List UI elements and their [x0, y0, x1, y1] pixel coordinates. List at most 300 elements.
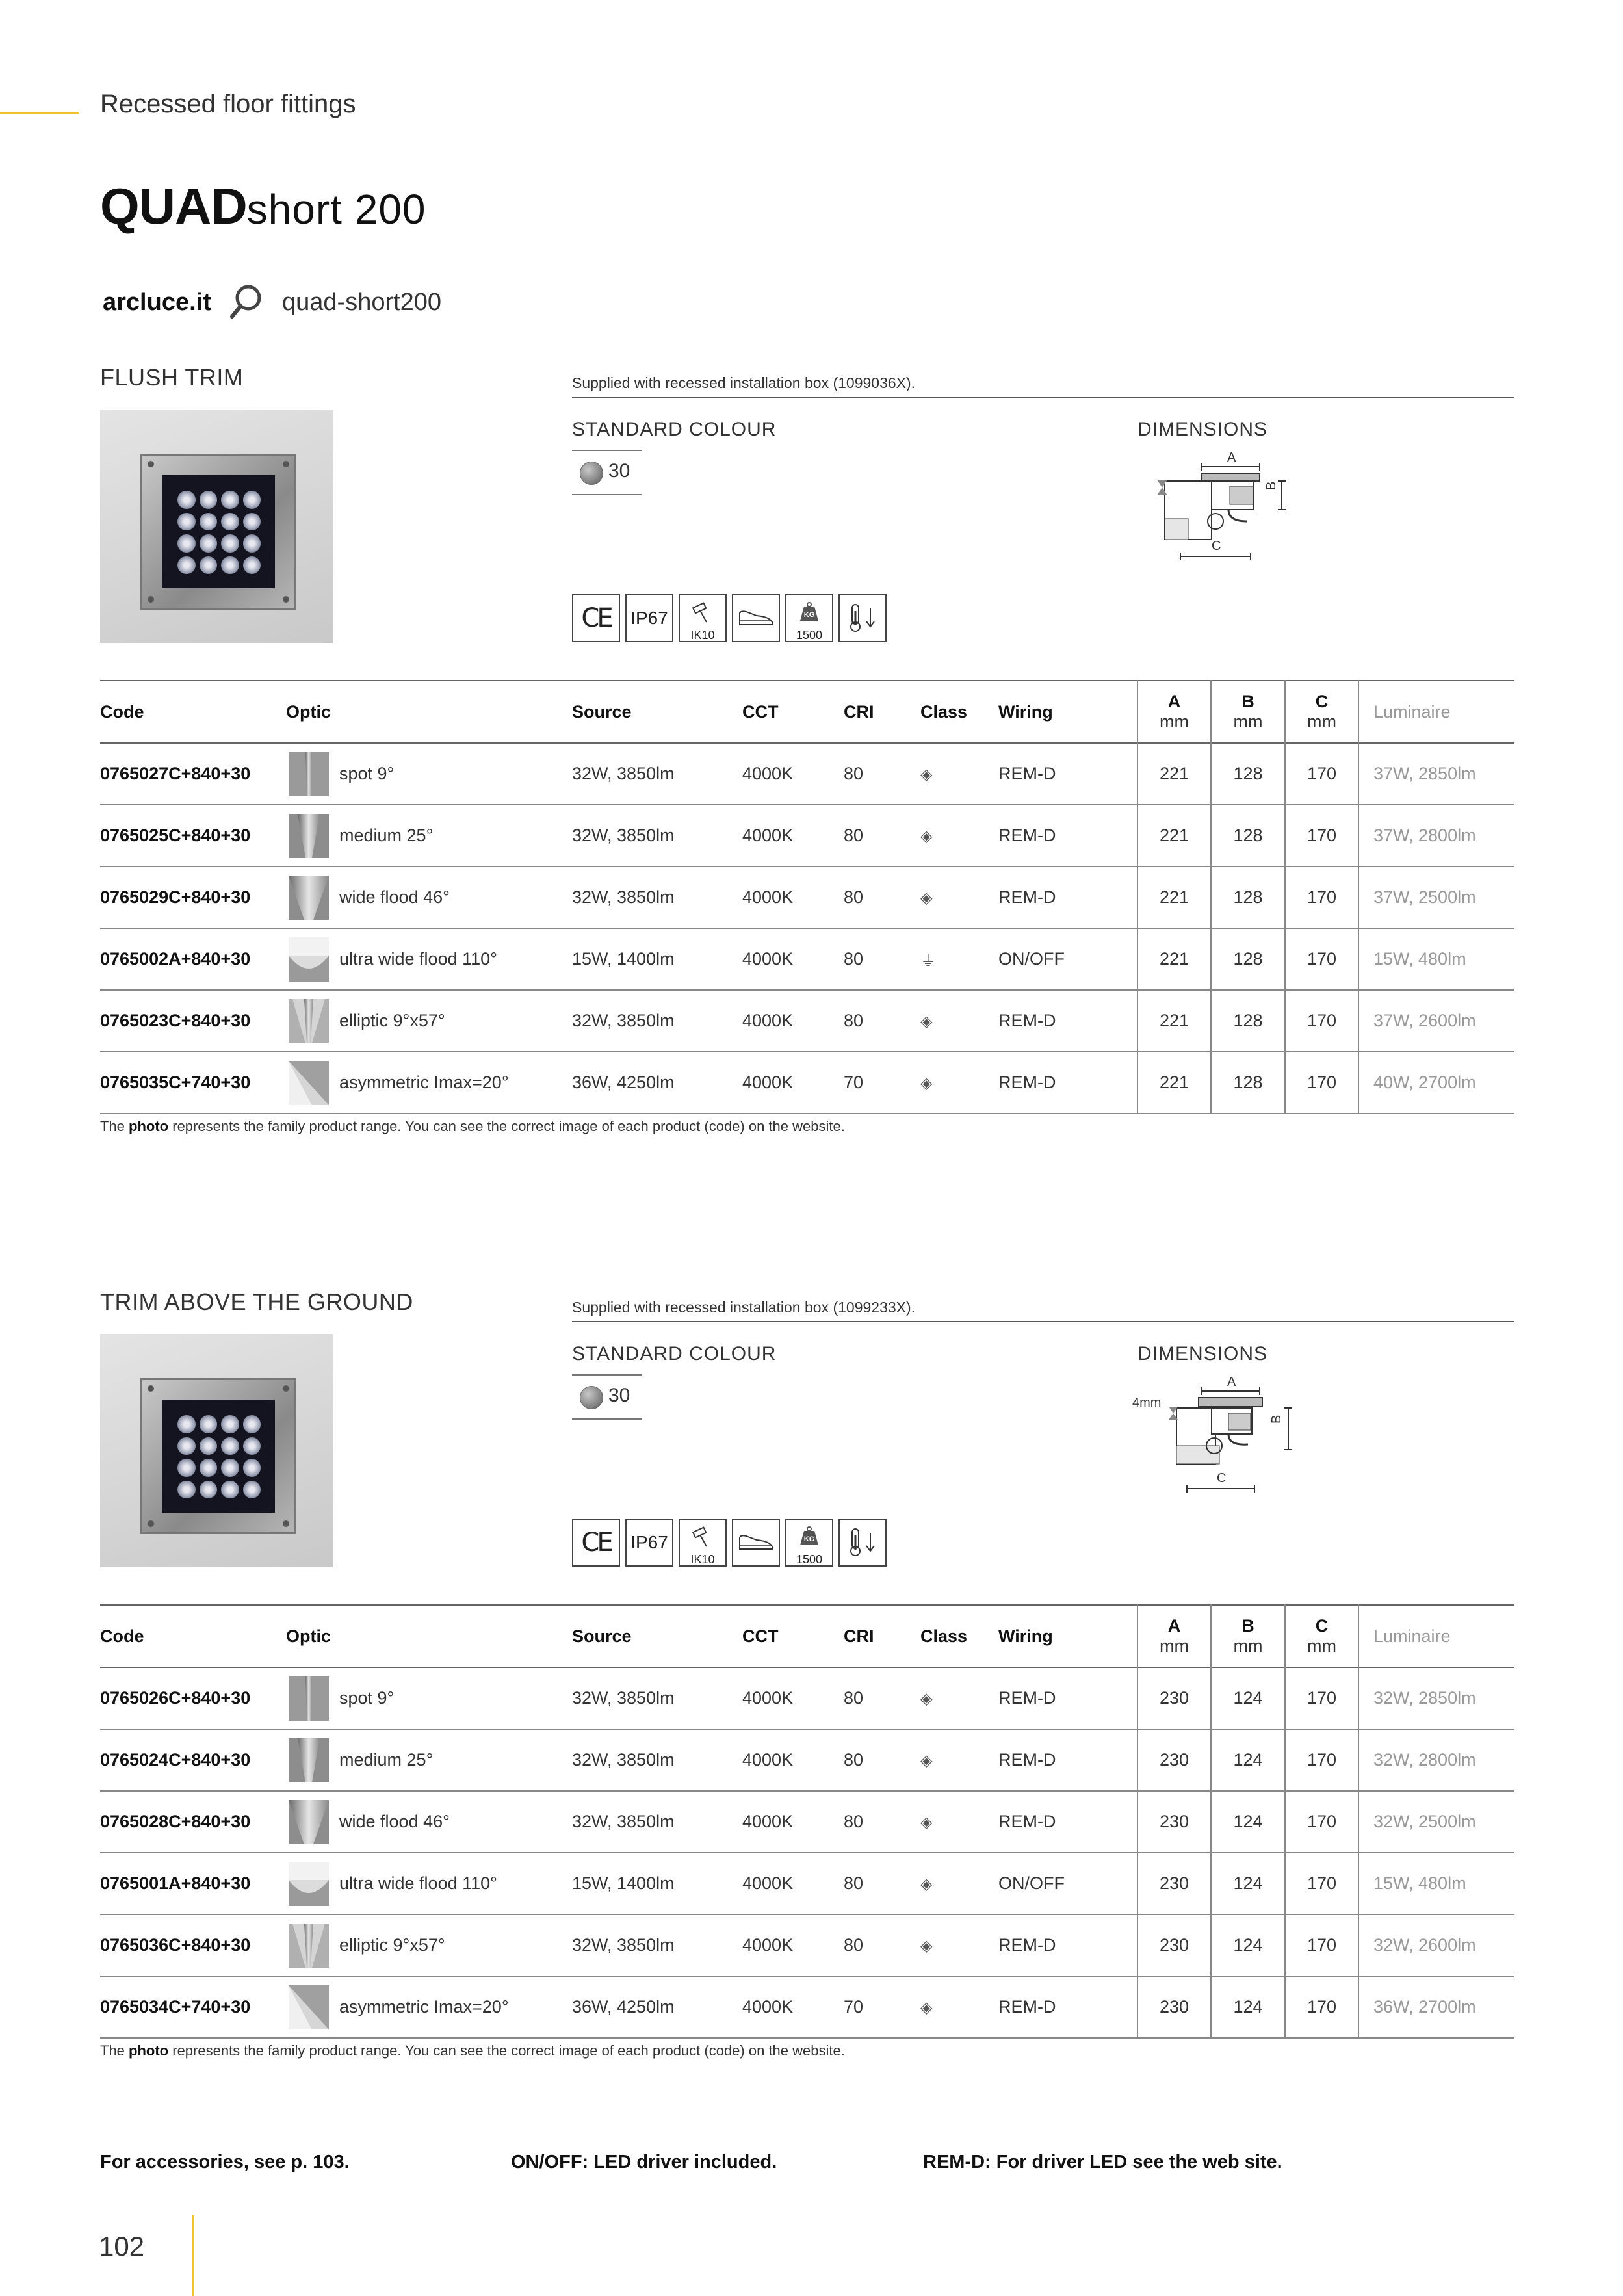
col-b: B mm [1211, 1605, 1285, 1667]
cri-cell: 80 [844, 826, 864, 845]
optic-elliptic-icon [286, 1922, 331, 1969]
screw [283, 1385, 289, 1392]
col-cct: CCT [742, 1626, 779, 1646]
dim-a-cell: 230 [1137, 1914, 1211, 1976]
dim-a-cell: 221 [1137, 743, 1211, 805]
optic-label: wide flood 46° [339, 1812, 450, 1831]
source-cell: 32W, 3850lm [572, 1750, 675, 1769]
col-source: Source [572, 1626, 632, 1646]
product-photo [100, 1334, 333, 1567]
certification-icons [572, 1519, 887, 1568]
dim-c-cell: 170 [1285, 805, 1358, 867]
optic-label: elliptic 9°x57° [339, 1011, 445, 1030]
dim-b-cell: 124 [1211, 1976, 1285, 2038]
impact-hammer-icon [679, 1519, 727, 1567]
led [221, 1437, 239, 1455]
cct-cell: 4000K [742, 949, 794, 969]
led [177, 1481, 196, 1499]
product-title [100, 177, 426, 236]
class-icon: ◈ [920, 1074, 933, 1092]
class-icon: ◈ [920, 1689, 933, 1708]
surface-temperature-icon [838, 1519, 887, 1567]
class-icon: ◈ [920, 765, 933, 783]
col-wiring: Wiring [998, 1626, 1053, 1646]
product-code[interactable]: 0765023C+840+30 [100, 1011, 251, 1030]
cct-cell: 4000K [742, 1750, 794, 1769]
optic-cell [286, 1667, 572, 1729]
class-icon: ◈ [920, 1937, 933, 1955]
cct-cell: 4000K [742, 764, 794, 783]
optic-cell [286, 1729, 572, 1791]
product-code[interactable]: 0765028C+840+30 [100, 1812, 251, 1831]
dim-c-label: C [1212, 539, 1221, 553]
class-cell [920, 1791, 998, 1853]
dim-c-label: C [1217, 1471, 1227, 1485]
kg-label: KG [803, 1535, 815, 1543]
luminaire-cell: 32W, 2600lm [1358, 1914, 1514, 1976]
table-row [100, 1914, 1514, 1976]
accessories-note: For accessories, see p. 103. [100, 2152, 350, 2172]
ik-rating: IK10 [690, 629, 715, 642]
wiring-cell: REM-D [998, 887, 1056, 907]
luminaire-cell: 36W, 2700lm [1358, 1976, 1514, 2038]
product-plate [140, 1378, 296, 1534]
cri-cell: 80 [844, 1935, 864, 1955]
col-wiring: Wiring [998, 701, 1053, 722]
product-code[interactable]: 0765035C+740+30 [100, 1073, 251, 1092]
product-code[interactable]: 0765029C+840+30 [100, 887, 251, 907]
cct-cell: 4000K [742, 826, 794, 845]
led-array [177, 491, 261, 574]
ip-rating-icon: IP67 [625, 594, 673, 642]
class-icon: ◈ [920, 1875, 933, 1893]
class-cell [920, 867, 998, 928]
dimension-drawing [1131, 449, 1313, 579]
screw [283, 1520, 289, 1527]
source-cell: 32W, 3850lm [572, 1812, 675, 1831]
led-array [177, 1415, 261, 1498]
table-row [100, 928, 1514, 990]
product-plate [140, 454, 296, 610]
table-row [100, 867, 1514, 928]
class-icon: ◈ [920, 1813, 933, 1831]
class-cell [920, 1914, 998, 1976]
optic-cell [286, 928, 572, 990]
colour-code: 30 [608, 460, 630, 482]
kg-label: KG [803, 611, 815, 619]
dim-a-cell: 221 [1137, 805, 1211, 867]
product-code[interactable]: 0765001A+840+30 [100, 1873, 251, 1893]
luminaire-cell: 32W, 2850lm [1358, 1667, 1514, 1729]
col-c: C mm [1285, 1605, 1358, 1667]
optic-label: spot 9° [339, 1688, 395, 1708]
optic-asym-icon [286, 1060, 331, 1106]
product-code[interactable]: 0765036C+840+30 [100, 1935, 251, 1955]
optic-cell [286, 1853, 572, 1914]
screw [148, 596, 154, 603]
dim-a-cell: 230 [1137, 1791, 1211, 1853]
impact-hammer-icon [679, 594, 727, 642]
optic-label: wide flood 46° [339, 887, 450, 907]
section-note: Supplied with recessed installation box (1099036X). [572, 374, 916, 391]
class-cell [920, 1667, 998, 1729]
col-a: A mm [1137, 1605, 1211, 1667]
led [200, 513, 218, 531]
dim-a-label: A [1227, 1375, 1236, 1389]
ip-rating-icon: IP67 [625, 1519, 673, 1567]
dim-b-cell: 128 [1211, 743, 1285, 805]
led [243, 1415, 261, 1433]
cri-cell: 80 [844, 887, 864, 907]
class-cell [920, 1052, 998, 1114]
cri-cell: 80 [844, 1011, 864, 1030]
dim-a-cell: 230 [1137, 1976, 1211, 2038]
optic-label: ultra wide flood 110° [339, 1873, 497, 1893]
col-luminaire: Luminaire [1358, 1605, 1514, 1667]
load-rating: 1500 [796, 1553, 823, 1566]
dim-b-cell: 128 [1211, 867, 1285, 928]
luminaire-cell: 32W, 2800lm [1358, 1729, 1514, 1791]
led [243, 1437, 261, 1455]
led [200, 491, 218, 509]
table-row [100, 1976, 1514, 2038]
col-code: Code [100, 701, 144, 722]
category-accent-line [0, 112, 79, 114]
cri-cell: 80 [844, 1688, 864, 1708]
luminaire-cell: 37W, 2800lm [1358, 805, 1514, 867]
dim-a-cell: 230 [1137, 1667, 1211, 1729]
optic-spot-icon [286, 751, 331, 798]
dim-c-cell: 170 [1285, 743, 1358, 805]
col-luminaire: Luminaire [1358, 681, 1514, 743]
wiring-cell: REM-D [998, 826, 1056, 845]
led [177, 556, 196, 575]
product-code[interactable]: 0765027C+840+30 [100, 764, 251, 783]
wiring-cell: REM-D [998, 1812, 1056, 1831]
led [177, 1459, 196, 1477]
led [243, 556, 261, 575]
dim-c-cell: 170 [1285, 1667, 1358, 1729]
dim-a-cell: 230 [1137, 1853, 1211, 1914]
dim-a-cell: 230 [1137, 1729, 1211, 1791]
dim-c-cell: 170 [1285, 928, 1358, 990]
led [200, 556, 218, 575]
dimensions-label: DIMENSIONS [1137, 1343, 1268, 1364]
dim-b-cell: 128 [1211, 1052, 1285, 1114]
optic-cell [286, 805, 572, 867]
dim-b-cell: 124 [1211, 1667, 1285, 1729]
led [200, 1459, 218, 1477]
col-b: B mm [1211, 681, 1285, 743]
luminaire-cell: 32W, 2500lm [1358, 1791, 1514, 1853]
ik-rating: IK10 [690, 1553, 715, 1566]
dim-c-cell: 170 [1285, 1052, 1358, 1114]
led [200, 1481, 218, 1499]
optic-label: medium 25° [339, 826, 434, 845]
table-header-row [100, 1605, 1514, 1667]
source-cell: 32W, 3850lm [572, 1011, 675, 1030]
cri-cell: 70 [844, 1073, 864, 1092]
col-code: Code [100, 1626, 144, 1646]
cri-cell: 70 [844, 1997, 864, 2016]
col-source: Source [572, 701, 632, 722]
source-cell: 36W, 4250lm [572, 1997, 675, 2016]
dim-b-cell: 128 [1211, 990, 1285, 1052]
ce-mark-icon: CE [572, 1519, 620, 1567]
class-icon: ◈ [920, 1751, 933, 1769]
led [221, 1459, 239, 1477]
product-table [100, 680, 1514, 1114]
class-cell [920, 743, 998, 805]
page-number: 102 [99, 2231, 145, 2262]
led [221, 491, 239, 509]
dim-a-cell: 221 [1137, 867, 1211, 928]
class-cell [920, 805, 998, 867]
wiring-cell: REM-D [998, 1073, 1056, 1092]
dim-c-cell: 170 [1285, 1976, 1358, 2038]
ce-mark-icon: CE [572, 594, 620, 642]
walkover-shoe-icon [732, 1519, 780, 1567]
colour-swatch [580, 462, 603, 485]
dim-offset-label: 4mm [1132, 1396, 1162, 1410]
load-weight-icon [785, 1519, 833, 1567]
section-title: TRIM ABOVE THE GROUND [100, 1288, 413, 1315]
dim-b-cell: 124 [1211, 1791, 1285, 1853]
walkover-shoe-icon [732, 594, 780, 642]
led [177, 1415, 196, 1433]
cct-cell: 4000K [742, 1688, 794, 1708]
dim-a-label: A [1227, 450, 1236, 465]
optic-wide-icon [286, 1799, 331, 1846]
cct-cell: 4000K [742, 1997, 794, 2016]
source-cell: 15W, 1400lm [572, 949, 675, 969]
optic-ultrawide-icon [286, 936, 331, 983]
optic-label: ultra wide flood 110° [339, 949, 497, 969]
table-row [100, 1729, 1514, 1791]
standard-colour-label: STANDARD COLOUR [572, 419, 777, 440]
wiring-cell: REM-D [998, 1750, 1056, 1769]
optic-spot-icon [286, 1675, 331, 1722]
dim-b-cell: 128 [1211, 928, 1285, 990]
table-row [100, 805, 1514, 867]
luminaire-cell: 37W, 2850lm [1358, 743, 1514, 805]
cct-cell: 4000K [742, 1011, 794, 1030]
dim-a-cell: 221 [1137, 928, 1211, 990]
led [221, 534, 239, 553]
section-note: Supplied with recessed installation box (1099233X). [572, 1299, 916, 1316]
product-table [100, 1604, 1514, 2039]
dim-b-cell: 124 [1211, 1853, 1285, 1914]
wiring-cell: REM-D [998, 1011, 1056, 1030]
led [243, 1459, 261, 1477]
source-cell: 32W, 3850lm [572, 1935, 675, 1955]
source-cell: 32W, 3850lm [572, 1688, 675, 1708]
dim-c-cell: 170 [1285, 1791, 1358, 1853]
led [177, 534, 196, 553]
source-cell: 15W, 1400lm [572, 1873, 675, 1893]
colour-swatch [580, 1386, 603, 1409]
luminaire-cell: 15W, 480lm [1358, 928, 1514, 990]
optic-label: medium 25° [339, 1750, 434, 1769]
table-row [100, 1791, 1514, 1853]
product-code[interactable]: 0765034C+740+30 [100, 1997, 251, 2016]
search-term[interactable]: quad-short200 [282, 289, 442, 316]
product-code[interactable]: 0765002A+840+30 [100, 949, 251, 969]
cri-cell: 80 [844, 949, 864, 969]
source-cell: 32W, 3850lm [572, 826, 675, 845]
section-title: FLUSH TRIM [100, 364, 244, 391]
product-title-light: short 200 [246, 186, 426, 233]
onoff-note: ON/OFF: LED driver included. [511, 2152, 777, 2172]
section-rule [572, 1321, 1514, 1322]
dim-b-label: B [1264, 481, 1279, 490]
class-icon: ◈ [920, 1012, 933, 1030]
cri-cell: 80 [844, 764, 864, 783]
led [243, 534, 261, 553]
standard-colour-label: STANDARD COLOUR [572, 1343, 777, 1364]
category-label: Recessed floor fittings [100, 90, 356, 118]
wiring-cell: REM-D [998, 1935, 1056, 1955]
wiring-cell: REM-D [998, 1997, 1056, 2016]
optic-wide-icon [286, 874, 331, 921]
optic-cell [286, 990, 572, 1052]
table-row [100, 1853, 1514, 1914]
cct-cell: 4000K [742, 1935, 794, 1955]
product-title-bold: QUAD [100, 177, 247, 235]
load-rating: 1500 [796, 629, 823, 642]
optic-label: elliptic 9°x57° [339, 1935, 445, 1955]
led [221, 513, 239, 531]
wiring-cell: REM-D [998, 764, 1056, 783]
screw [148, 1520, 154, 1527]
led [200, 1437, 218, 1455]
optic-cell [286, 743, 572, 805]
load-weight-icon [785, 594, 833, 642]
optic-medium-icon [286, 813, 331, 859]
product-code[interactable]: 0765026C+840+30 [100, 1688, 251, 1708]
cct-cell: 4000K [742, 887, 794, 907]
led [177, 1437, 196, 1455]
dim-a-cell: 221 [1137, 990, 1211, 1052]
optic-label: spot 9° [339, 764, 395, 783]
luminaire-cell: 37W, 2600lm [1358, 990, 1514, 1052]
colour-code: 30 [608, 1385, 630, 1406]
led [177, 491, 196, 509]
col-cri: CRI [844, 1626, 874, 1646]
screw [148, 1385, 154, 1392]
table-header-row [100, 681, 1514, 743]
class-cell [920, 1853, 998, 1914]
table-row [100, 990, 1514, 1052]
optic-cell [286, 1791, 572, 1853]
cri-cell: 80 [844, 1873, 864, 1893]
optic-elliptic-icon [286, 998, 331, 1045]
led [221, 1415, 239, 1433]
optic-label: asymmetric Imax=20° [339, 1073, 509, 1092]
surface-temperature-icon [838, 594, 887, 642]
dim-c-cell: 170 [1285, 1914, 1358, 1976]
led [221, 556, 239, 575]
led [243, 1481, 261, 1499]
col-optic: Optic [286, 701, 331, 722]
cct-cell: 4000K [742, 1812, 794, 1831]
wiring-cell: REM-D [998, 1688, 1056, 1708]
photo-note: The photo represents the family product range. You can see the correct image of each product (code) on the website. [100, 1118, 845, 1134]
table-row [100, 1052, 1514, 1114]
table-row [100, 1667, 1514, 1729]
col-cct: CCT [742, 701, 779, 722]
wiring-cell: ON/OFF [998, 1873, 1065, 1893]
led [221, 1481, 239, 1499]
source-cell: 32W, 3850lm [572, 887, 675, 907]
dim-c-cell: 170 [1285, 867, 1358, 928]
class-icon: ⏚ [920, 952, 936, 970]
class-cell [920, 1976, 998, 2038]
screw [148, 461, 154, 467]
product-photo [100, 410, 333, 643]
product-code[interactable]: 0765025C+840+30 [100, 826, 251, 845]
optic-cell [286, 1052, 572, 1114]
led [200, 534, 218, 553]
optic-asym-icon [286, 1984, 331, 2031]
source-cell: 32W, 3850lm [572, 764, 675, 783]
cct-cell: 4000K [742, 1073, 794, 1092]
led [243, 491, 261, 509]
dimension-drawing [1131, 1373, 1313, 1503]
led [177, 513, 196, 531]
remd-note: REM-D: For driver LED see the web site. [923, 2152, 1282, 2172]
dim-c-cell: 170 [1285, 1853, 1358, 1914]
cri-cell: 80 [844, 1812, 864, 1831]
cct-cell: 4000K [742, 1873, 794, 1893]
dim-b-cell: 124 [1211, 1914, 1285, 1976]
col-optic: Optic [286, 1626, 331, 1646]
class-icon: ◈ [920, 827, 933, 845]
site-link[interactable]: arcluce.it [103, 289, 211, 316]
product-code[interactable]: 0765024C+840+30 [100, 1750, 251, 1769]
optic-cell [286, 1914, 572, 1976]
source-cell: 36W, 4250lm [572, 1073, 675, 1092]
screw [283, 461, 289, 467]
led [243, 513, 261, 531]
wiring-cell: ON/OFF [998, 949, 1065, 969]
optic-label: asymmetric Imax=20° [339, 1997, 509, 2016]
optic-medium-icon [286, 1737, 331, 1784]
class-cell [920, 990, 998, 1052]
search-icon [229, 283, 263, 320]
photo-note: The photo represents the family product range. You can see the correct image of each product (code) on the website. [100, 2042, 845, 2059]
dim-b-cell: 124 [1211, 1729, 1285, 1791]
led [200, 1415, 218, 1433]
col-a: A mm [1137, 681, 1211, 743]
class-icon: ◈ [920, 889, 933, 907]
dim-c-cell: 170 [1285, 990, 1358, 1052]
optic-cell [286, 1976, 572, 2038]
page-accent-line [192, 2215, 194, 2296]
class-cell [920, 1729, 998, 1791]
dim-b-cell: 128 [1211, 805, 1285, 867]
screw [283, 596, 289, 603]
col-c: C mm [1285, 681, 1358, 743]
col-class: Class [920, 1626, 968, 1646]
class-icon: ◈ [920, 1998, 933, 2016]
dim-b-label: B [1269, 1415, 1284, 1424]
dim-c-cell: 170 [1285, 1729, 1358, 1791]
section-rule [572, 397, 1514, 398]
optic-ultrawide-icon [286, 1860, 331, 1907]
certification-icons [572, 594, 887, 644]
luminaire-cell: 15W, 480lm [1358, 1853, 1514, 1914]
